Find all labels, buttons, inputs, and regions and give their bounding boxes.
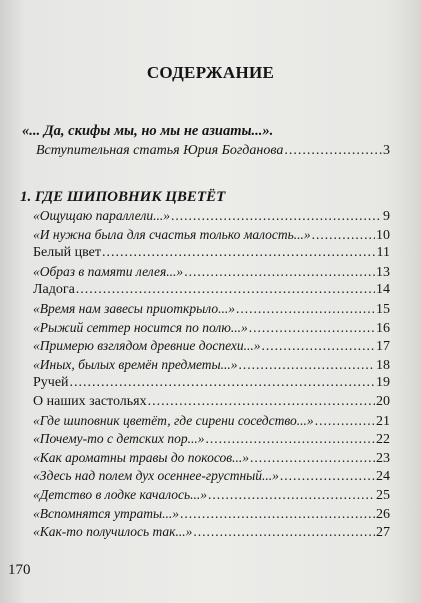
entry-title: «Где шиповник цветёт, где сирени соседство...» (33, 412, 314, 428)
entry-title: «Рыжий сеттер носится по полю...» (33, 319, 248, 335)
entry-title: «Иных, былых времён предметы...» (33, 356, 238, 372)
entry-page: 17 (376, 339, 390, 355)
entry-title: Ручей (33, 375, 69, 391)
dot-leader (262, 337, 375, 356)
dot-leader (249, 319, 375, 338)
entry-page: 19 (376, 375, 390, 391)
entry-page: 10 (376, 227, 390, 243)
entry-page: 13 (376, 264, 390, 280)
page-number: 170 (8, 562, 31, 578)
toc-entry (33, 356, 390, 375)
entry-page: 15 (376, 301, 390, 317)
dot-leader (205, 430, 375, 449)
toc-entry (33, 281, 390, 300)
toc-entry (33, 374, 390, 393)
toc-entry (33, 505, 390, 524)
toc-entry (33, 319, 390, 338)
toc-entry (33, 337, 390, 356)
intro-title: «... Да, скифы мы, но мы не азиаты...». (22, 123, 274, 139)
toc-entry (33, 523, 390, 542)
contents-heading: СОДЕРЖАНИЕ (146, 63, 275, 82)
toc-entry (33, 263, 390, 282)
entry-page: 24 (376, 469, 390, 485)
toc-entry (33, 300, 390, 319)
intro-page-number: 3 (383, 143, 390, 158)
entry-title: «Образ в памяти лелея...» (33, 263, 184, 279)
toc-entry (33, 207, 390, 226)
entry-page: 21 (376, 413, 390, 429)
toc-entry (33, 393, 390, 412)
entry-title: «Как ароматны травы до покосов...» (33, 449, 249, 465)
intro-entry (22, 122, 390, 160)
dot-leader (76, 281, 375, 300)
dot-leader (284, 141, 382, 160)
section-1 (20, 188, 390, 542)
toc-entry (33, 226, 390, 245)
entry-page: 23 (376, 450, 390, 466)
entry-title: «Примерю взглядом древние доспехи...» (33, 338, 261, 354)
dot-leader (312, 226, 375, 245)
dot-leader (102, 244, 376, 263)
intro-subtitle: Вступительная статья Юрия Богданова (36, 143, 284, 158)
dot-leader (239, 356, 375, 375)
entry-page: 26 (376, 506, 390, 522)
entry-title: «Вспомнятся утраты...» (33, 505, 179, 521)
entry-page: 9 (383, 209, 390, 224)
toc-entry (33, 449, 390, 468)
toc-entry (33, 486, 390, 505)
toc-entries (33, 207, 390, 542)
entry-title: «Ощущаю параллели...» (33, 208, 170, 223)
entry-page: 22 (376, 432, 390, 448)
section-title: 1. ГДЕ ШИПОВНИК ЦВЕТЁТ (20, 189, 226, 205)
entry-title: Белый цвет (33, 245, 101, 261)
dot-leader (70, 374, 375, 393)
dot-leader (208, 486, 375, 505)
entry-title: О наших застольях (33, 393, 147, 409)
intro-subtitle-line (36, 141, 390, 160)
dot-leader (236, 300, 375, 319)
entry-page: 14 (376, 282, 390, 298)
toc-entry (33, 467, 390, 486)
entry-page: 27 (376, 525, 390, 541)
entry-title: «И нужна была для счастья только малость...» (33, 226, 311, 242)
entry-title: Ладога (33, 282, 75, 298)
entry-page: 16 (376, 320, 390, 336)
dot-leader (184, 263, 375, 282)
toc-entry (33, 430, 390, 449)
entry-title: «Почему-то с детских пор...» (33, 431, 205, 447)
entry-title: «Время нам завесы приоткрыло...» (33, 300, 235, 316)
dot-leader (250, 449, 375, 468)
entry-title: «Детство в лодке качалось...» (33, 486, 208, 502)
dot-leader (148, 393, 375, 412)
toc-entry (33, 244, 390, 263)
dot-leader (193, 523, 375, 542)
entry-page: 25 (376, 487, 390, 503)
entry-title: «Как-то получилось так...» (33, 524, 193, 540)
dot-leader (280, 467, 375, 486)
entry-title: «Здесь над полем дух осеннее-грустный...» (33, 468, 279, 484)
dot-leader (171, 207, 382, 226)
toc-entry (33, 412, 390, 431)
dot-leader (180, 505, 375, 524)
entry-page: 20 (376, 393, 390, 409)
entry-page: 11 (376, 245, 390, 261)
entry-page: 18 (376, 357, 390, 373)
dot-leader (315, 412, 375, 431)
